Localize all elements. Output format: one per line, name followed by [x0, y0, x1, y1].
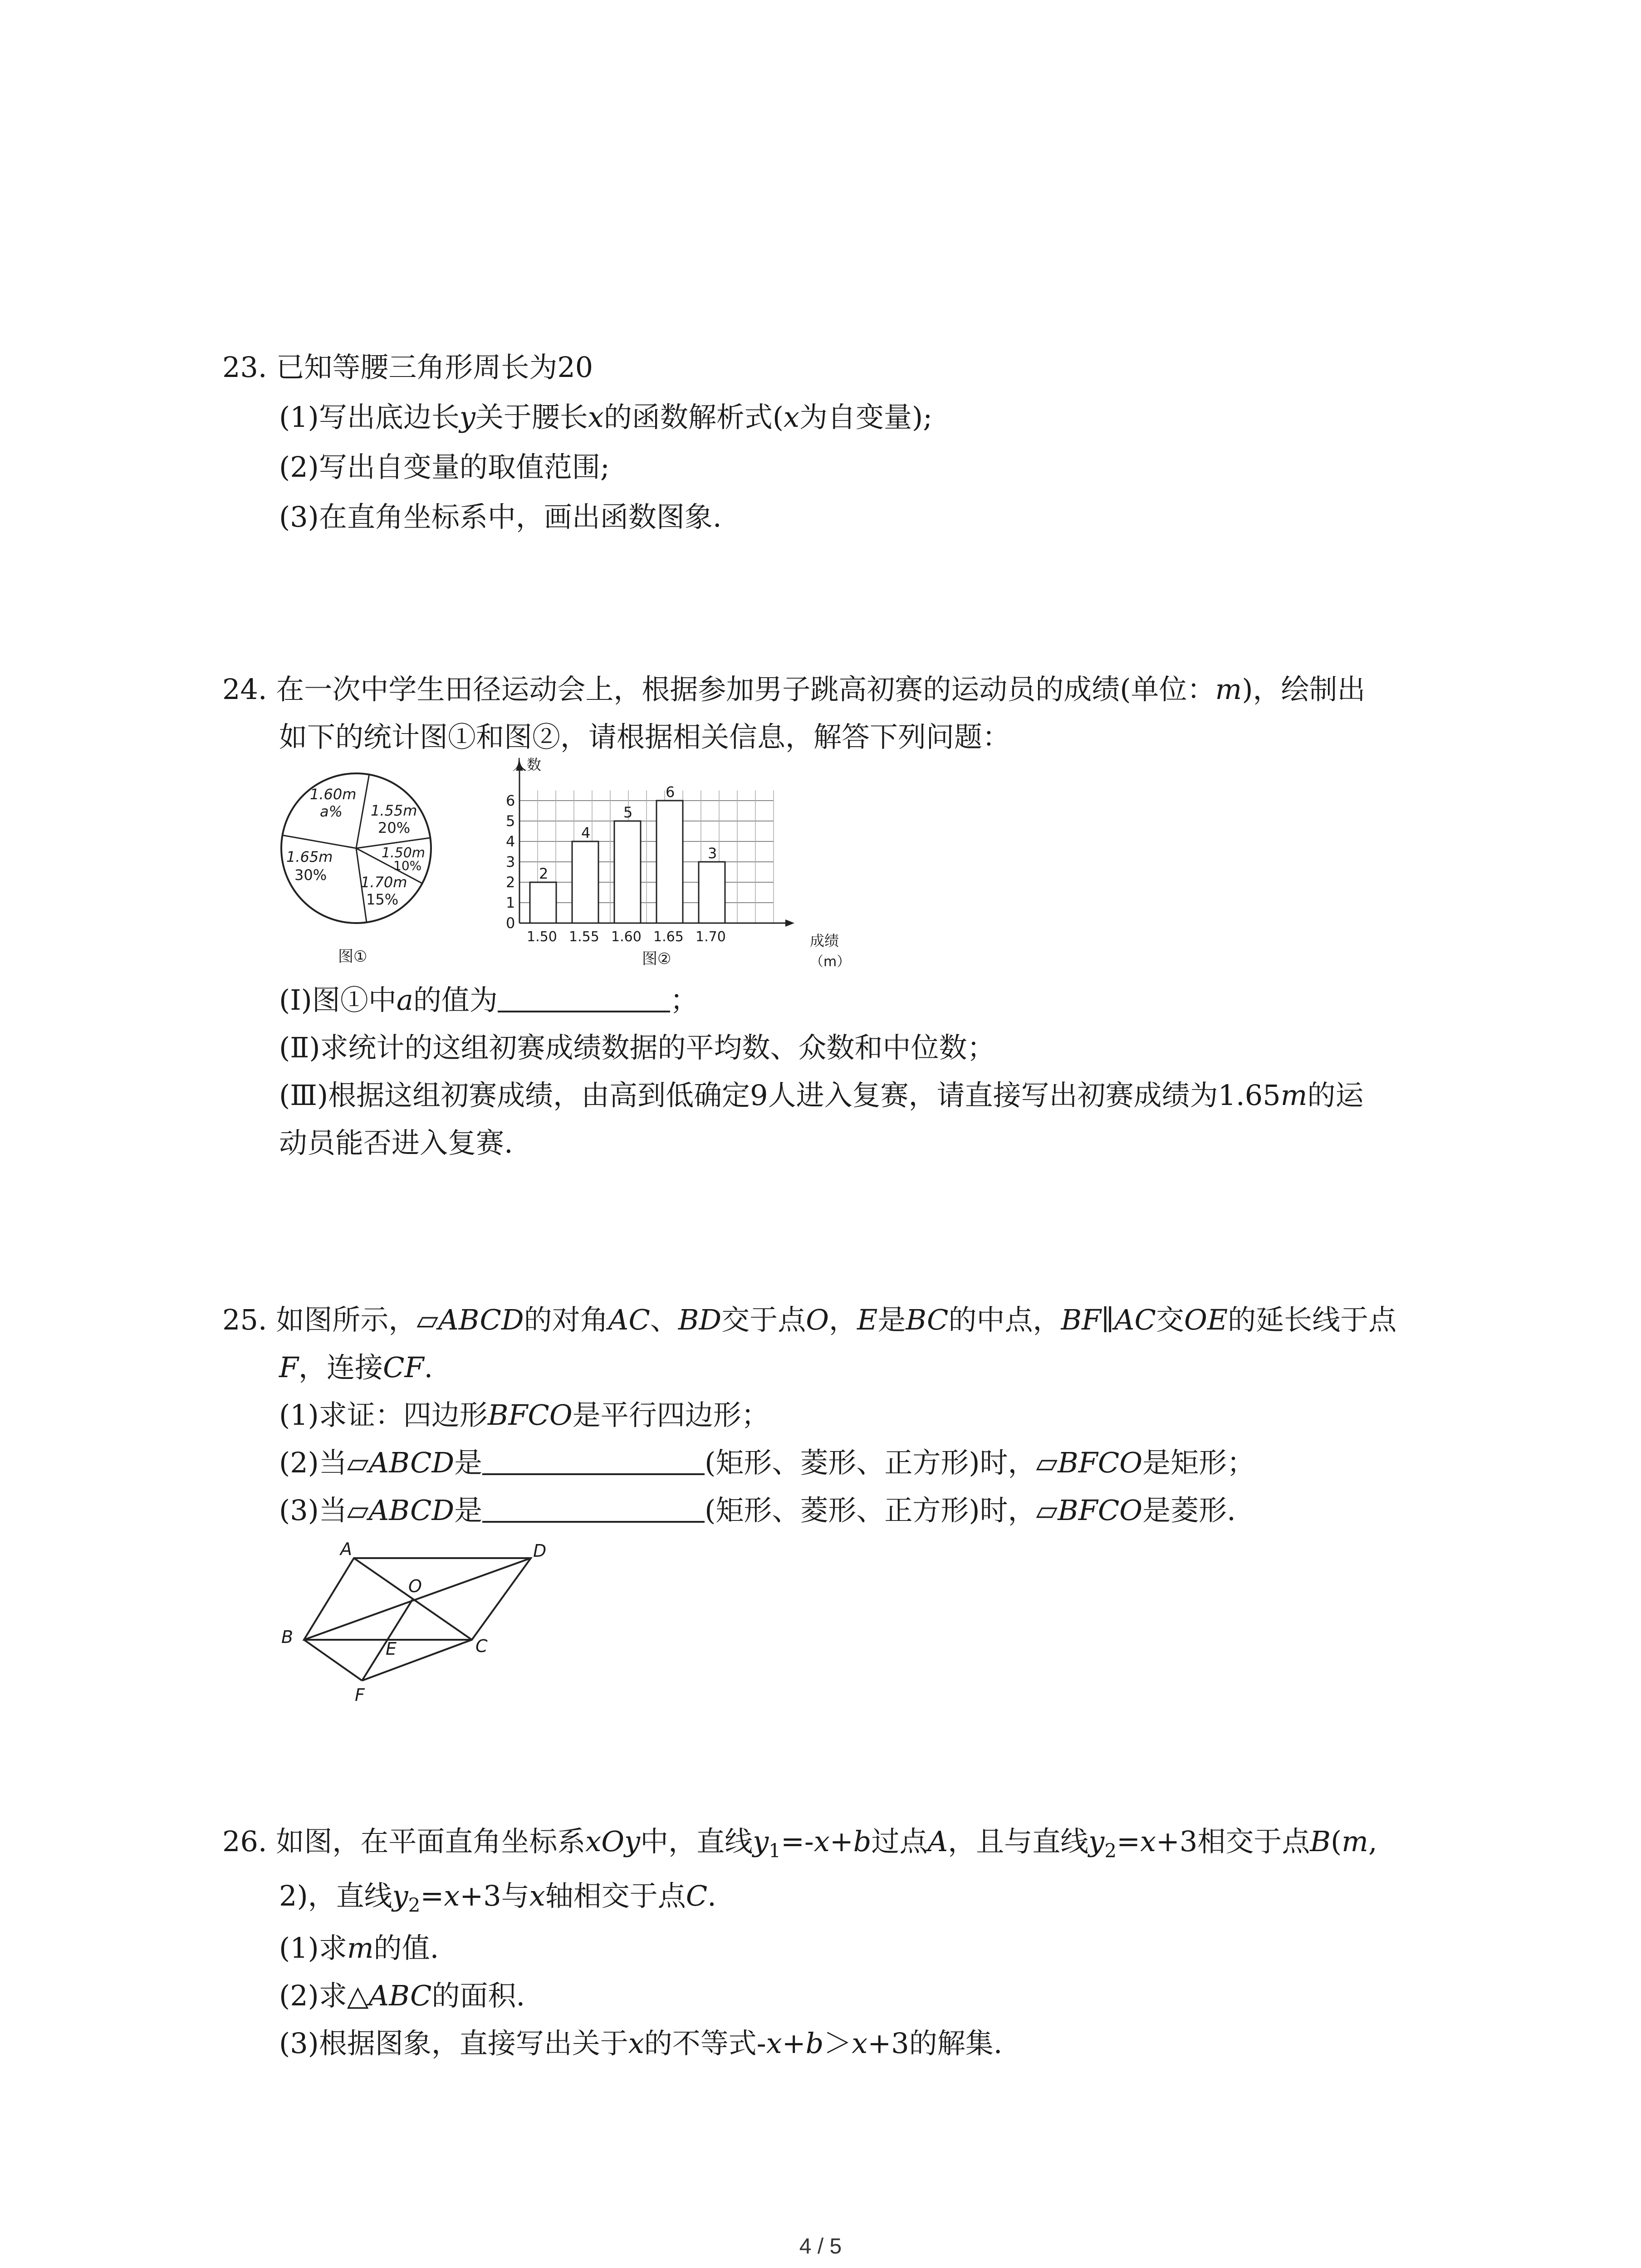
q25-part1: (1)求证：四边形BFCO是平行四边形；	[279, 1398, 769, 1432]
bar	[614, 821, 641, 923]
x-tick-label: 1.70	[696, 929, 726, 945]
q23-stem-text: 已知等腰三角形周长为20	[276, 351, 593, 384]
pie-divider	[283, 835, 357, 848]
pie-label-170: 1.70m	[361, 874, 407, 891]
y-tick-label: 6	[506, 792, 515, 809]
q24-part3-cont: 动员能否进入复赛.	[279, 1126, 513, 1159]
q26-part1: (1)求m的值.	[279, 1931, 439, 1965]
bar-xlabel: 成绩	[810, 932, 839, 949]
q24-pie-chart	[274, 771, 447, 980]
answer-blank[interactable]	[482, 1494, 705, 1523]
point-O-label: O	[408, 1576, 422, 1596]
q25-number: 25.	[222, 1303, 267, 1336]
point-B-label: B	[281, 1627, 294, 1647]
point-F-label: F	[355, 1685, 365, 1705]
point-E-label: E	[386, 1639, 397, 1659]
q23-part3: (3)在直角坐标系中，画出函数图象.	[279, 500, 722, 533]
x-tick-label: 1.55	[569, 929, 599, 945]
x-axis-arrow	[785, 919, 794, 927]
segment-CF	[362, 1640, 472, 1681]
bar	[656, 801, 683, 923]
pie-pct-170: 15%	[366, 891, 399, 908]
point-D-label: D	[533, 1541, 547, 1561]
pie-pct-160: a%	[320, 803, 343, 820]
y-tick-label: 4	[506, 833, 515, 850]
q25-part2: (2)当▱ABCD是 (矩形、菱形、正方形)时，▱BFCO是矩形；	[279, 1446, 1255, 1479]
pie-label-165: 1.65m	[286, 848, 333, 865]
q24-stem-line2: 如下的统计图①和图②，请根据相关信息，解答下列问题：	[279, 720, 1011, 753]
segment-BF	[304, 1640, 362, 1681]
q24-number: 24.	[222, 673, 267, 706]
q24-part3: (Ⅲ)根据这组初赛成绩，由高到低确定9人进入复赛，请直接写出初赛成绩为1.65m的运	[279, 1079, 1364, 1112]
pie-label-160: 1.60m	[310, 786, 357, 803]
bar-ylabel: 人数	[512, 756, 542, 773]
q26-part3: (3)根据图象，直接写出关于x的不等式-x+b＞x+3的解集.	[279, 2027, 1003, 2060]
answer-blank[interactable]	[498, 983, 670, 1012]
page-number: 4 / 5	[799, 2234, 842, 2258]
q25-parallelogram-figure	[272, 1538, 563, 1719]
q24-bar-chart	[492, 755, 869, 982]
bar-value-label: 2	[539, 865, 549, 882]
q24-part2: (Ⅱ)求统计的这组初赛成绩数据的平均数、众数和中位数；	[279, 1031, 995, 1064]
bar-caption: 图②	[642, 950, 671, 968]
pie-label-150: 1.50m	[382, 845, 426, 861]
y-tick-label: 1	[506, 894, 515, 911]
y-tick-label: 3	[506, 853, 515, 870]
pie-divider	[356, 775, 369, 849]
x-tick-label: 1.50	[527, 929, 557, 945]
q25-stem-line2: F，连接CF.	[279, 1351, 433, 1384]
pie-pct-155: 20%	[378, 819, 411, 836]
pie-label-155: 1.55m	[371, 802, 417, 819]
q26-number: 26.	[222, 1825, 267, 1858]
bar	[530, 882, 556, 923]
bar-value-label: 5	[623, 804, 633, 821]
point-C-label: C	[475, 1636, 488, 1656]
pie-pct-150: 10%	[393, 858, 422, 873]
x-tick-label: 1.65	[653, 929, 684, 945]
q24-part1: (Ⅰ)图①中a的值为 ；	[279, 983, 698, 1017]
q24-stem-line1: 24. 在一次中学生田径运动会上，根据参加男子跳高初赛的运动员的成绩(单位：m)，绘制出	[222, 673, 1366, 706]
q25-stem-line1: 25. 如图所示，▱ABCD的对角AC、BD交于点O，E是BC的中点，BF∥AC交OE的延长线于点	[222, 1303, 1397, 1336]
y-tick-label: 0	[506, 914, 515, 932]
pie-pct-165: 30%	[294, 866, 327, 884]
bar-xunit: （m）	[810, 954, 851, 970]
bar-grid	[519, 791, 774, 924]
bar-value-label: 4	[581, 824, 591, 841]
q26-stem-line1: 26. 如图，在平面直角坐标系xOy中，直线$y_1=-x+b$过点A，且与直线$y_2=x+3$相交于点B(m,	[222, 1825, 1377, 1862]
q23-stem	[222, 349, 593, 386]
q25-part3: (3)当▱ABCD是 (矩形、菱形、正方形)时，▱BFCO是菱形.	[279, 1494, 1236, 1527]
y-tick-label: 5	[506, 812, 515, 830]
q26-stem-line2: 2)，直线$y_2=x+3$与x轴相交于点C.	[279, 1879, 716, 1916]
answer-blank[interactable]	[482, 1446, 705, 1475]
bar-value-label: 3	[708, 845, 717, 862]
y-tick-label: 2	[506, 874, 515, 891]
x-tick-label: 1.60	[611, 929, 642, 945]
pie-caption: 图①	[338, 948, 367, 966]
q26-part2: (2)求△ABC的面积.	[279, 1979, 525, 2012]
point-A-label: A	[340, 1539, 352, 1559]
bar	[572, 841, 598, 923]
bar-value-label: 6	[666, 783, 675, 801]
q23-number: 23.	[222, 351, 267, 384]
bar-marks	[527, 783, 726, 945]
diagonal-BD	[304, 1558, 531, 1640]
q23-part1: (1)写出底边长y关于腰长x的函数解析式(x为自变量);	[279, 401, 933, 434]
q23-part2: (2)写出自变量的取值范围;	[279, 450, 610, 484]
bar	[699, 862, 725, 923]
